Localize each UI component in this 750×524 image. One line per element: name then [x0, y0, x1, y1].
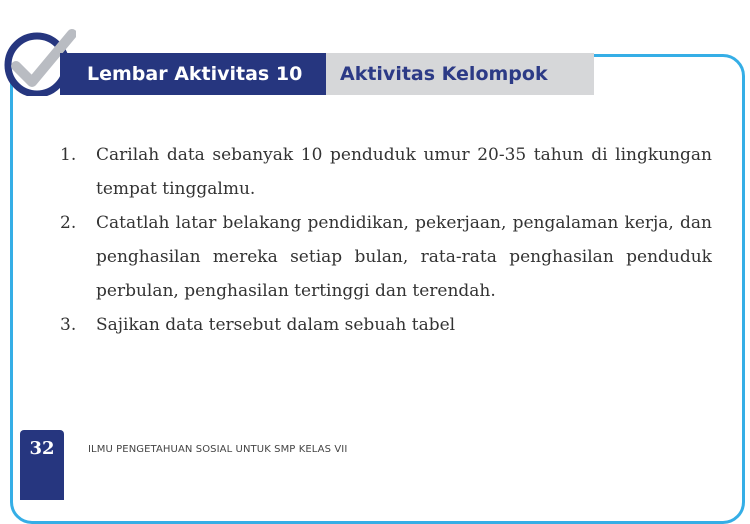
list-number: 2.	[60, 213, 77, 233]
activity-label: Lembar Aktivitas 10	[60, 53, 326, 95]
list-number: 1.	[60, 145, 77, 165]
book-title: ILMU PENGETAHUAN SOSIAL UNTUK SMP KELAS VII	[88, 444, 348, 455]
list-text: Sajikan data tersebut dalam sebuah tabel	[96, 315, 456, 335]
list-text: Catatlah latar belakang pendidikan, pekerjaan, pengalaman kerja, dan penghasilan mereka setiap bulan, rata-rata penghasilan penduduk perbulan, penghasilan tertinggi dan terendah.	[96, 213, 712, 301]
list-item	[60, 308, 712, 342]
task-list	[60, 138, 712, 342]
activity-type: Aktivitas Kelompok	[326, 53, 594, 95]
list-item	[60, 138, 712, 206]
page-number: 32	[29, 438, 55, 459]
list-number: 3.	[60, 315, 77, 335]
list-item	[60, 206, 712, 308]
list-text: Carilah data sebanyak 10 penduduk umur 20-35 tahun di lingkungan tempat tinggalmu.	[96, 145, 712, 199]
